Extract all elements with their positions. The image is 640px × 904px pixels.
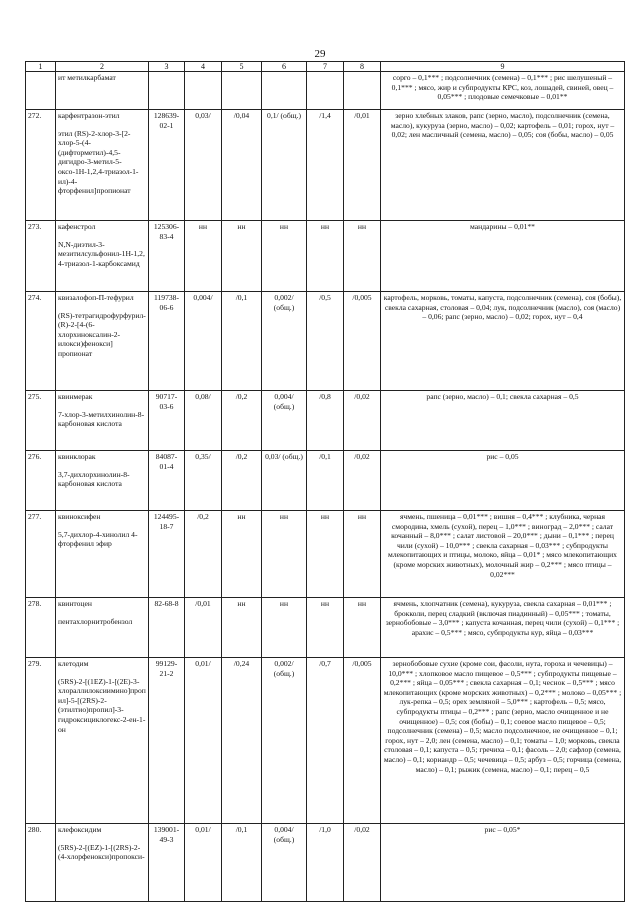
- substance-name: карфентразон-этил: [58, 111, 120, 120]
- substance-cell: [56, 511, 149, 598]
- substance-cell: [56, 824, 149, 902]
- value-col5: /0,24: [222, 658, 262, 824]
- substance-name: клефоксидим: [58, 825, 102, 834]
- chemical-name: 3,7-дихлорхинолин-8-карбоновая кислота: [58, 469, 130, 489]
- cas-number: 99129-21-2: [149, 658, 185, 824]
- chemical-name: этил (RS)-2-хлор-3-[2-хлор-5-(4-(дифторметил)-4,5-дигидро-3-метил-5-оксо-1Н-1,2,4-триазол-1-ил)-4-фторфенил]пропионат: [58, 128, 139, 196]
- substance-name: квинтоцен: [58, 599, 92, 608]
- value-col6: 0,1/ (общ.): [262, 110, 307, 221]
- cas-number: 125306-83-4: [149, 221, 185, 292]
- value-col8: нн: [344, 511, 381, 598]
- table-row: [26, 221, 625, 292]
- value-col7: /1,4: [307, 110, 344, 221]
- value-col8: /0,01: [344, 110, 381, 221]
- substance-name: квизалофоп-П-тефурил: [58, 293, 134, 302]
- value-col4: 0,01/: [185, 824, 222, 902]
- substance-name: кафенстрол: [58, 222, 96, 231]
- table-row: [26, 391, 625, 451]
- row-number: 275.: [26, 391, 56, 451]
- value-col7: /0,1: [307, 451, 344, 511]
- table-row: [26, 110, 625, 221]
- col-header: 5: [222, 62, 262, 72]
- substance-cell: [56, 110, 149, 221]
- value-col6: [262, 72, 307, 110]
- table-row: [26, 598, 625, 658]
- chemical-name: (5RS)-2-[(1EZ)-1-[(2E)-3-хлораллилоксиимино]пропил]-5-[(2RS)-2-(этилтио)пропил]-3-гидроксициклогекс-2-ен-1-он: [58, 676, 146, 734]
- value-col4: /0,01: [185, 598, 222, 658]
- value-col7: нн: [307, 511, 344, 598]
- value-col4: [185, 72, 222, 110]
- substance-name: клетодим: [58, 659, 89, 668]
- value-col5: /0,2: [222, 391, 262, 451]
- residue-limits: зернобобовые сухие (кроме сои, фасоли, нута, гороха и чечевицы) – 10,0*** ; хлопковое масло пищевое – 0,5*** ; субпродукты пищевые – 0,2*** ; яйца – 0,05*** ; свекла сахарная – 0,1; чеснок – 0,5*** ; мясо млекопитающих (кроме морских животных) – 0,2*** ; молоко – 0,05*** ; лук-репка – 0,5; орех земляной – 5,0*** ; картофель – 0,5; мясо, субпродукты птицы – 0,2*** ; рапс (зерно, масло очищенное и не очищенное) – 0,5; соя (бобы) – 0,1; соевое масло пищевое – 0,5; подсолнечник (семена) – 0,5; масло подсолнечное, не очищенное – 0,1; горох, нут – 2,0; лен (семена, масло) – 0,1; томаты – 1,0; морковь, свекла столовая – 0,1; капуста – 0,5; гречиха – 0,1; фасоль – 2,0; сафлор (семена, масло) – 0,1; кориандр – 0,5; чечевица – 0,5; арбуз – 0,5; горчица (семена, масло) – 0,1; рыжик (семена, масло) – 0,1; перец – 0,5: [381, 658, 625, 824]
- value-col6: 0,004/ (общ.): [262, 824, 307, 902]
- residue-limits: картофель, морковь, томаты, капуста, подсолнечник (семена), соя (бобы), свекла сахарная, столовая – 0,04; лук, подсолнечник (масло), соя (масло) – 0,06; рапс (зерно, масло) – 0,02; горох, нут – 0,4: [381, 292, 625, 391]
- col-header: 3: [149, 62, 185, 72]
- value-col6: 0,004/ (общ.): [262, 391, 307, 451]
- substance-name: квиноксифен: [58, 512, 101, 521]
- col-header: 2: [56, 62, 149, 72]
- value-col7: [307, 72, 344, 110]
- table-row: [26, 511, 625, 598]
- residue-limits: зерно хлебных злаков, рапс (зерно, масло), подсолнечник (семена, масло), кукуруза (зерно, масло) – 0,02; картофель – 0,01; горох, нут – 0,02; лен масличный (семена, масло) – 0,05; соя (бобы, масло) – 0,05: [381, 110, 625, 221]
- col-header: 7: [307, 62, 344, 72]
- value-col6: 0,002/ (общ.): [262, 658, 307, 824]
- chemical-name: N,N-диэтил-3-мезитилсульфонил-1Н-1,2,4-триазол-1-карбоксамид: [58, 239, 145, 268]
- row-number: 278.: [26, 598, 56, 658]
- table-row: [26, 72, 625, 110]
- row-number: 272.: [26, 110, 56, 221]
- cas-number: 90717-03-6: [149, 391, 185, 451]
- value-col5: /0,1: [222, 824, 262, 902]
- row-number: 277.: [26, 511, 56, 598]
- substance-name: ит метилкарбамат: [58, 73, 116, 82]
- residue-limits: рапс (зерно, масло) – 0,1; свекла сахарная – 0,5: [381, 391, 625, 451]
- substance-cell: [56, 598, 149, 658]
- cas-number: [149, 72, 185, 110]
- substance-cell: [56, 221, 149, 292]
- value-col8: нн: [344, 221, 381, 292]
- col-header: 6: [262, 62, 307, 72]
- value-col4: нн: [185, 221, 222, 292]
- value-col7: /1,0: [307, 824, 344, 902]
- value-col7: /0,5: [307, 292, 344, 391]
- chemical-name: 7-хлор-3-метилхинолин-8-карбоновая кислота: [58, 409, 145, 429]
- col-header: 4: [185, 62, 222, 72]
- cas-number: 84087-01-4: [149, 451, 185, 511]
- substance-cell: [56, 658, 149, 824]
- table-row: [26, 658, 625, 824]
- value-col5: нн: [222, 511, 262, 598]
- value-col6: 0,002/ (общ.): [262, 292, 307, 391]
- value-col7: /0,7: [307, 658, 344, 824]
- row-number: 279.: [26, 658, 56, 824]
- value-col5: нн: [222, 221, 262, 292]
- value-col4: 0,01/: [185, 658, 222, 824]
- col-header: 9: [381, 62, 625, 72]
- chemical-name: пентахлорнитробензол: [58, 616, 133, 626]
- chemical-name: (5RS)-2-[(EZ)-1-[(2RS)-2-(4-хлорфенокси)пропокси-: [58, 842, 145, 862]
- cas-number: 82-68-8: [149, 598, 185, 658]
- table-row: [26, 292, 625, 391]
- value-col8: [344, 72, 381, 110]
- value-col5: /0,2: [222, 451, 262, 511]
- value-col4: 0,004/: [185, 292, 222, 391]
- chemical-name: 5,7-дихлор-4-хинолил 4-фторфенил эфир: [58, 529, 138, 549]
- value-col8: /0,005: [344, 658, 381, 824]
- value-col8: /0,005: [344, 292, 381, 391]
- value-col6: нн: [262, 598, 307, 658]
- value-col5: /0,04: [222, 110, 262, 221]
- value-col4: 0,08/: [185, 391, 222, 451]
- cas-number: 128639-02-1: [149, 110, 185, 221]
- row-number: 280.: [26, 824, 56, 902]
- value-col5: нн: [222, 598, 262, 658]
- value-col4: 0,35/: [185, 451, 222, 511]
- value-col6: нн: [262, 511, 307, 598]
- residue-limits: рис – 0,05*: [381, 824, 625, 902]
- cas-number: 124495-18-7: [149, 511, 185, 598]
- value-col8: /0,02: [344, 451, 381, 511]
- residue-limits: рис – 0,05: [381, 451, 625, 511]
- table-row: [26, 451, 625, 511]
- value-col7: нн: [307, 598, 344, 658]
- substance-name: квинклорак: [58, 452, 96, 461]
- value-col4: /0,2: [185, 511, 222, 598]
- row-number: 273.: [26, 221, 56, 292]
- value-col8: нн: [344, 598, 381, 658]
- cas-number: 139001-49-3: [149, 824, 185, 902]
- value-col6: нн: [262, 221, 307, 292]
- value-col8: /0,02: [344, 824, 381, 902]
- value-col5: [222, 72, 262, 110]
- chemical-name: (RS)-тетрагидрофурфурил-(R)-2-[4-(6-хлорхиноксалин-2-илокси)фенокси] пропионат: [58, 310, 146, 358]
- residue-limits: ячмень, хлопчатник (семена), кукуруза, свекла сахарная – 0,01*** ; брокколи, перец сладкий (включая пиадинный) – 0,05*** ; томаты, зернобобовые – 3,0*** ; капуста кочанная, перец чили (сухой) – 0,1*** ; арахис – 0,5*** ; мясо, субпродукты кур, яйца – 0,03***: [381, 598, 625, 658]
- substance-cell: [56, 72, 149, 110]
- substance-cell: [56, 451, 149, 511]
- value-col7: нн: [307, 221, 344, 292]
- substance-name: квинмерак: [58, 392, 93, 401]
- cas-number: 119738-06-6: [149, 292, 185, 391]
- value-col7: /0,8: [307, 391, 344, 451]
- col-header: 1: [26, 62, 56, 72]
- row-number: 276.: [26, 451, 56, 511]
- row-number: 274.: [26, 292, 56, 391]
- residue-limits: мандарины – 0,01**: [381, 221, 625, 292]
- value-col4: 0,03/: [185, 110, 222, 221]
- value-col5: /0,1: [222, 292, 262, 391]
- residue-limits: сорго – 0,1*** ; подсолнечник (семена) – 0,1*** ; рис шелушеный – 0,1*** ; мясо, жир и субпродукты КРС, коз, лошадей, свиней, овец – 0,05*** ; плодовые семечковые – 0,01**: [381, 72, 625, 110]
- value-col8: /0,02: [344, 391, 381, 451]
- page-number: 29: [314, 48, 326, 60]
- table-row: [26, 824, 625, 902]
- register-table: [25, 61, 625, 902]
- col-header: 8: [344, 62, 381, 72]
- substance-cell: [56, 391, 149, 451]
- residue-limits: ячмень, пшеница – 0,01*** ; вишня – 0,4*** ; клубника, черная смородина, хмель (сухой), перец – 1,0*** ; виноград – 2,0*** ; салат кочанный – 8,0*** ; салат листовой – 20,0*** ; дыни – 0,1*** ; перец чили (сухой) – 10,0*** ; свекла сахарная – 0,03*** ; субпродукты млекопитающих и птицы, молоко, яйца – 0,01* ; мясо млекопитающих (кроме морских животных), молочный жир – 0,2*** ; мясо птицы – 0,02***: [381, 511, 625, 598]
- value-col6: 0,03/ (общ.): [262, 451, 307, 511]
- row-number: [26, 72, 56, 110]
- header-row: [26, 62, 625, 72]
- substance-cell: [56, 292, 149, 391]
